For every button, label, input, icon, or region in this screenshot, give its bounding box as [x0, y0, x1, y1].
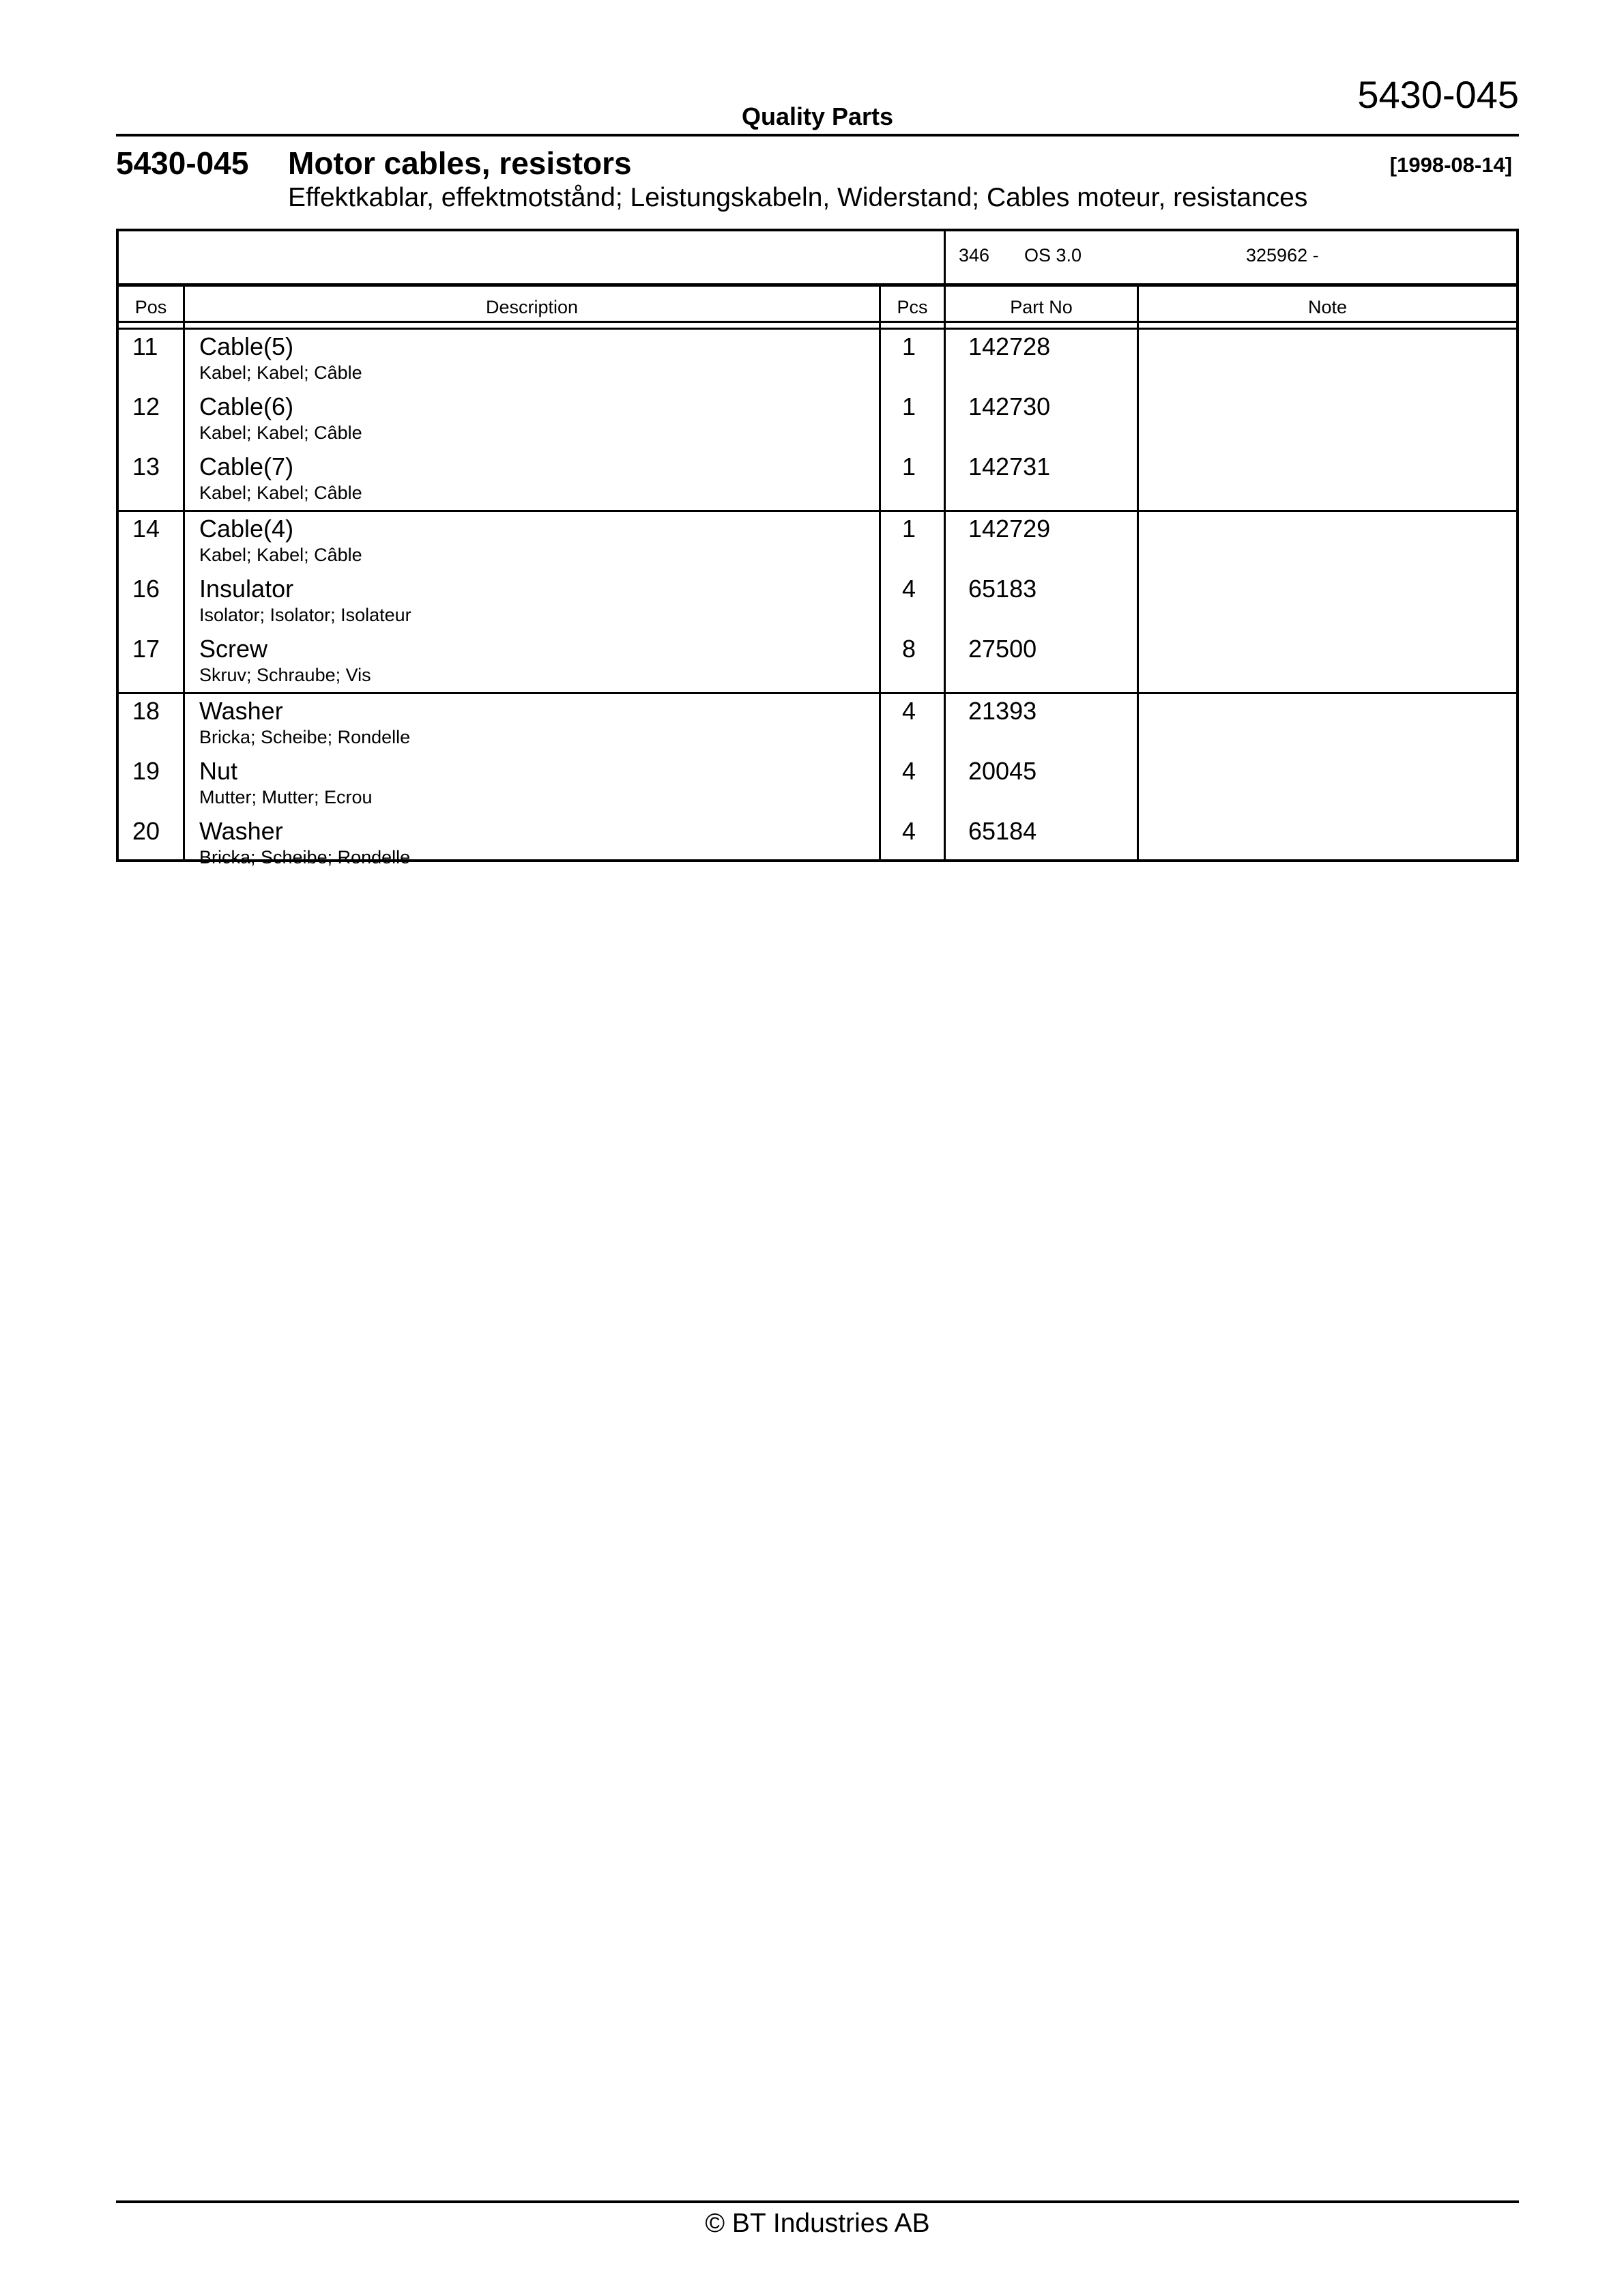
column-header-description: Description	[485, 297, 579, 317]
part-translations: Skruv; Schraube; Vis	[199, 665, 371, 685]
pcs-cell: 8	[902, 635, 916, 663]
copyright-text: © BT Industries AB	[705, 2209, 930, 2238]
pos-cell: 19	[132, 757, 160, 785]
part-name: Cable(6)	[199, 392, 294, 420]
part-no-cell: 142728	[968, 332, 1051, 360]
column-header-row	[119, 287, 1516, 323]
description-cell	[199, 575, 411, 627]
model-row	[119, 231, 1516, 287]
pos-cell: 13	[132, 453, 160, 480]
row-group	[119, 330, 1516, 512]
table-row	[119, 632, 1516, 692]
description-cell	[199, 635, 371, 687]
part-name: Insulator	[199, 575, 294, 603]
row-group	[119, 694, 1516, 874]
pcs-cell: 4	[902, 697, 916, 725]
header-page-code: 5430-045	[1357, 73, 1519, 116]
table-body	[119, 330, 1516, 874]
column-header-part-no: Part No	[1010, 297, 1073, 317]
pos-cell: 14	[132, 515, 160, 543]
part-name: Washer	[199, 697, 283, 725]
column-header-pos: Pos	[134, 297, 167, 317]
part-translations: Bricka; Scheibe; Rondelle	[199, 727, 411, 747]
section-title: Motor cables, resistors	[288, 145, 632, 181]
part-no-cell: 142730	[968, 392, 1051, 420]
pos-cell: 12	[132, 392, 160, 420]
part-name: Cable(4)	[199, 515, 294, 543]
pcs-cell: 4	[902, 817, 916, 845]
header-title: Quality Parts	[741, 102, 894, 130]
part-translations: Kabel; Kabel; Câble	[199, 545, 362, 565]
part-name: Cable(7)	[199, 453, 294, 480]
serial-range: 325962 -	[1246, 245, 1319, 266]
part-translations: Kabel; Kabel; Câble	[199, 422, 362, 443]
table-row	[119, 694, 1516, 754]
pos-cell: 18	[132, 697, 160, 725]
table-row	[119, 450, 1516, 510]
section-code: 5430-045	[116, 145, 249, 181]
part-translations: Kabel; Kabel; Câble	[199, 483, 362, 503]
part-name: Cable(5)	[199, 332, 294, 360]
model-number: 346	[959, 245, 990, 266]
part-name: Washer	[199, 817, 283, 845]
part-translations: Mutter; Mutter; Ecrou	[199, 787, 373, 807]
table-row	[119, 512, 1516, 572]
description-cell	[199, 332, 362, 384]
part-name: Screw	[199, 635, 268, 663]
column-header-note: Note	[1307, 297, 1348, 317]
table-row	[119, 390, 1516, 450]
section-translations: Effektkablar, effektmotstånd; Leistungskabeln, Widerstand; Cables moteur, resistances	[288, 183, 1308, 212]
pcs-cell: 4	[902, 575, 916, 603]
page-header	[116, 68, 1519, 137]
model-name: OS 3.0	[1024, 245, 1082, 266]
pcs-cell: 4	[902, 757, 916, 785]
part-no-cell: 65183	[968, 575, 1037, 603]
pcs-cell: 1	[902, 332, 916, 360]
description-cell	[199, 757, 373, 809]
pcs-cell: 1	[902, 392, 916, 420]
part-name: Nut	[199, 757, 238, 785]
page-footer	[116, 2200, 1519, 2239]
row-group	[119, 512, 1516, 694]
part-no-cell: 27500	[968, 635, 1037, 663]
model-divider	[944, 231, 946, 283]
table-row	[119, 330, 1516, 390]
description-cell	[199, 515, 362, 566]
part-translations: Kabel; Kabel; Câble	[199, 362, 362, 383]
pos-cell: 17	[132, 635, 160, 663]
description-cell	[199, 817, 410, 869]
pcs-cell: 1	[902, 515, 916, 543]
part-no-cell: 142729	[968, 515, 1051, 543]
section-date: [1998-08-14]	[1389, 153, 1512, 177]
column-header-pcs: Pcs	[897, 297, 928, 317]
table-row	[119, 754, 1516, 814]
pcs-cell: 1	[902, 453, 916, 480]
part-no-cell: 21393	[968, 697, 1037, 725]
pos-cell: 16	[132, 575, 160, 603]
part-no-cell: 20045	[968, 757, 1037, 785]
parts-table	[116, 229, 1519, 867]
pos-cell: 11	[132, 332, 158, 360]
description-cell	[199, 453, 362, 504]
part-no-cell: 65184	[968, 817, 1037, 845]
table-row	[119, 814, 1516, 874]
part-translations: Bricka; Scheibe; Rondelle	[199, 847, 411, 867]
part-no-cell: 142731	[968, 453, 1051, 480]
pos-cell: 20	[132, 817, 160, 845]
description-cell	[199, 392, 362, 444]
header-double-rule	[119, 323, 1516, 330]
description-cell	[199, 697, 410, 749]
table-row	[119, 572, 1516, 632]
part-translations: Isolator; Isolator; Isolateur	[199, 605, 411, 625]
